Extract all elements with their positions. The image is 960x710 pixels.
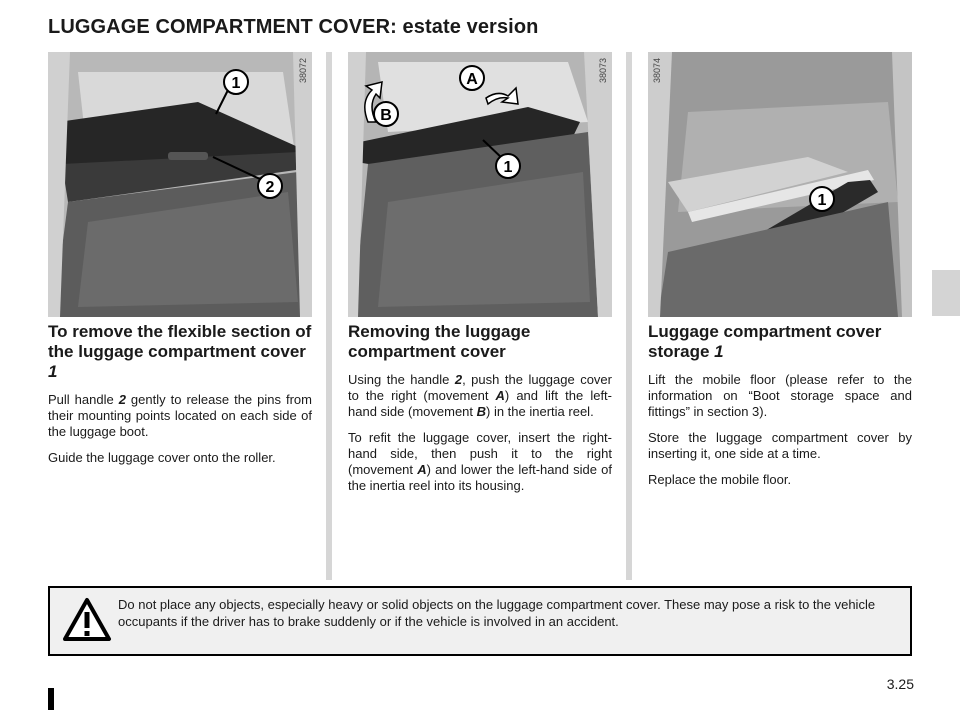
photo-ref-code: 38072: [298, 58, 308, 84]
section-heading: Luggage compartment cover storage 1: [648, 322, 882, 361]
section-paragraph: Lift the mobile floor (please refer to the information on “Boot storage space and fittings” in section 3).: [648, 372, 912, 419]
photo-ref-code: 38073: [598, 58, 608, 84]
callout-b-label: B: [380, 107, 392, 124]
section-paragraph: To refit the luggage cover, insert the right-hand side, then push it to the right (movement A) and lower the left-hand side of the inertia reel into its housing.: [348, 430, 612, 493]
page-corner-mark: [48, 688, 54, 710]
callout-a-label: A: [466, 71, 478, 88]
section-removing-cover: [348, 322, 612, 504]
section-heading: Removing the luggage compartment cover: [348, 322, 531, 361]
warning-box: [48, 586, 912, 656]
warning-triangle-icon: [62, 597, 112, 643]
photo-cover-removal: [348, 52, 612, 317]
section-heading: To remove the flexible section of the luggage compartment cover 1: [48, 322, 312, 381]
column-divider: [626, 52, 632, 580]
callout-1-label: 1: [231, 75, 241, 92]
section-paragraph: Guide the luggage cover onto the roller.: [48, 450, 276, 465]
section-paragraph: Pull handle 2 gently to release the pins from their mounting points located on each side of the luggage boot.: [48, 392, 312, 439]
photo-cover-storage: [648, 52, 912, 317]
chapter-tab: [932, 270, 960, 316]
photo-ref-code: 38074: [652, 58, 662, 84]
page-title: LUGGAGE COMPARTMENT COVER: estate version: [48, 16, 539, 38]
section-paragraph: Using the handle 2, push the luggage cover to the right (movement A) and lift the left-hand side (movement B) in the inertia reel.: [348, 372, 612, 419]
section-paragraph: Store the luggage compartment cover by inserting it, one side at a time.: [648, 430, 912, 461]
column-divider: [326, 52, 332, 580]
callout-1-label: 1: [503, 159, 513, 176]
warning-text: Do not place any objects, especially heavy or solid objects on the luggage compartment cover. These may pose a risk to the vehicle occupants if the driver has to brake suddenly or if the vehicle is involved in an accident.: [118, 597, 876, 629]
page-number: 3.25: [886, 676, 914, 692]
section-remove-flexible: [48, 322, 312, 476]
callout-2-label: 2: [265, 179, 275, 196]
callout-1-label: 1: [817, 192, 827, 209]
section-storage: [648, 322, 912, 498]
photo-cover-fitted: [48, 52, 312, 317]
section-paragraph: Replace the mobile floor.: [648, 472, 792, 487]
